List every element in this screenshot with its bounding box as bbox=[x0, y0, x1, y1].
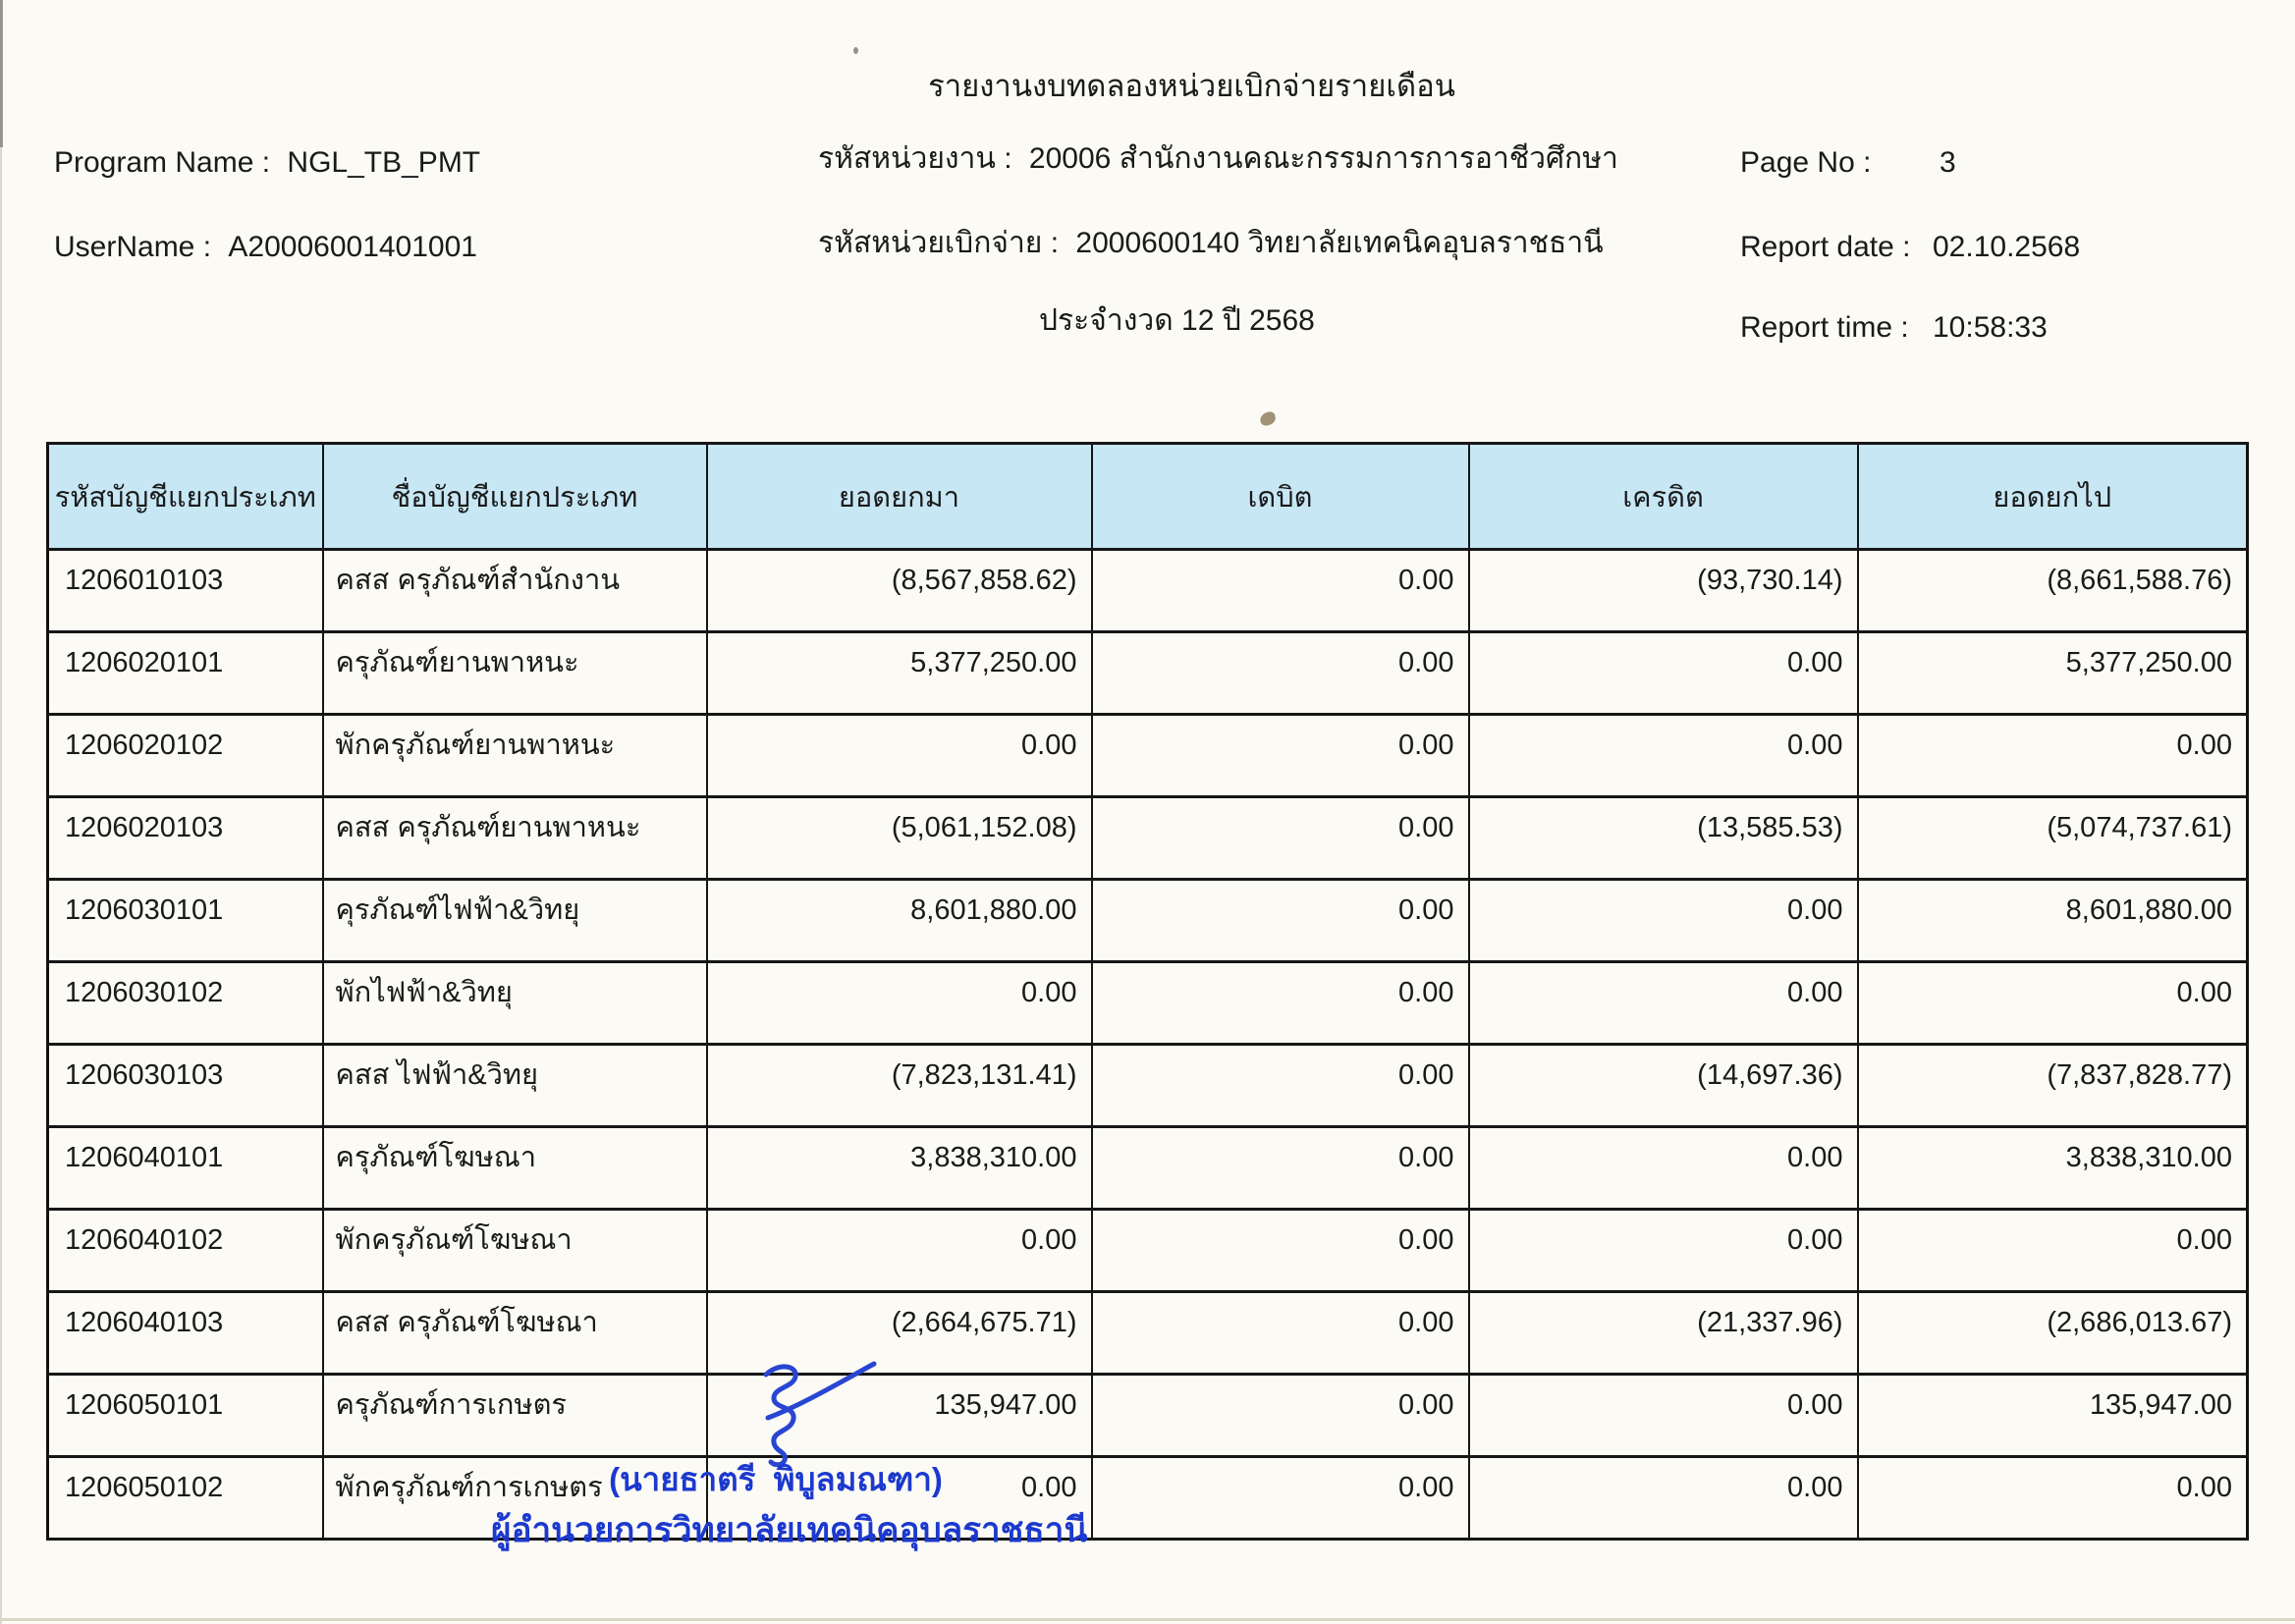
table-row bbox=[48, 1292, 2248, 1375]
amount-cell: 0.00 bbox=[707, 962, 1092, 1045]
account-code-cell: 1206030101 bbox=[48, 880, 323, 962]
account-name-cell: คุรภัณฑ์ไฟฟ้า&วิทยุ bbox=[323, 880, 707, 962]
username-label: UserName : bbox=[54, 231, 212, 263]
amount-cell: (2,686,013.67) bbox=[1858, 1292, 2248, 1375]
amount-cell: 0.00 bbox=[1469, 1375, 1858, 1457]
program-name-label: Program Name : bbox=[54, 146, 271, 179]
table-row bbox=[48, 1045, 2248, 1127]
account-name-cell: คสส ไฟฟ้า&วิทยุ bbox=[323, 1045, 707, 1127]
account-name-cell: ครุภัณฑ์โฆษณา bbox=[323, 1127, 707, 1210]
page-title: รายงานงบทดลองหน่วยเบิกจ่ายรายเดือน bbox=[928, 69, 1455, 103]
column-header: เดบิต bbox=[1092, 444, 1469, 550]
column-header: ยอดยกมา bbox=[707, 444, 1092, 550]
amount-cell: 0.00 bbox=[1858, 715, 2248, 797]
account-name-cell: ครุภัณฑ์การเกษตร bbox=[323, 1375, 707, 1457]
amount-cell: 0.00 bbox=[707, 1457, 1092, 1540]
report-time-label: Report time : bbox=[1740, 311, 1909, 344]
program-name-line bbox=[54, 146, 480, 180]
amount-cell: 0.00 bbox=[1858, 1210, 2248, 1292]
account-code-cell: 1206040101 bbox=[48, 1127, 323, 1210]
amount-cell: 0.00 bbox=[1092, 797, 1469, 880]
amount-cell: 0.00 bbox=[1092, 550, 1469, 632]
amount-cell: (7,837,828.77) bbox=[1858, 1045, 2248, 1127]
table-header-row bbox=[48, 444, 2248, 550]
table-row bbox=[48, 632, 2248, 715]
amount-cell: 0.00 bbox=[707, 715, 1092, 797]
account-code-cell: 1206010103 bbox=[48, 550, 323, 632]
report-time-value: 10:58:33 bbox=[1933, 311, 2048, 344]
account-name-cell: พักไฟฟ้า&วิทยุ bbox=[323, 962, 707, 1045]
department-code-line bbox=[818, 135, 1618, 182]
amount-cell: 0.00 bbox=[1469, 1127, 1858, 1210]
amount-cell: 0.00 bbox=[1092, 1292, 1469, 1375]
account-code-cell: 1206030103 bbox=[48, 1045, 323, 1127]
amount-cell: (21,337.96) bbox=[1469, 1292, 1858, 1375]
account-name-cell: พักครุภัณฑ์ยานพาหนะ bbox=[323, 715, 707, 797]
amount-cell: 0.00 bbox=[1858, 1457, 2248, 1540]
amount-cell: 0.00 bbox=[1469, 632, 1858, 715]
amount-cell: 3,838,310.00 bbox=[707, 1127, 1092, 1210]
column-header: รหัสบัญชีแยกประเภท bbox=[48, 444, 323, 550]
table-row bbox=[48, 880, 2248, 962]
account-name-cell: ครุภัณฑ์ยานพาหนะ bbox=[323, 632, 707, 715]
department-code-label: รหัสหน่วยงาน : bbox=[818, 142, 1012, 175]
account-name-cell: คสส ครุภัณฑ์ยานพาหนะ bbox=[323, 797, 707, 880]
report-date-value: 02.10.2568 bbox=[1933, 231, 2081, 263]
director-stamp bbox=[491, 1459, 1088, 1552]
amount-cell: 0.00 bbox=[1092, 715, 1469, 797]
page-no-label: Page No : bbox=[1740, 146, 1872, 179]
account-name-cell: คสส ครุภัณฑ์สำนักงาน bbox=[323, 550, 707, 632]
amount-cell: (5,061,152.08) bbox=[707, 797, 1092, 880]
table-body bbox=[48, 550, 2248, 1540]
amount-cell: 0.00 bbox=[1469, 880, 1858, 962]
amount-cell: 5,377,250.00 bbox=[1858, 632, 2248, 715]
amount-cell: 5,377,250.00 bbox=[707, 632, 1092, 715]
table-row bbox=[48, 1210, 2248, 1292]
account-code-cell: 1206020101 bbox=[48, 632, 323, 715]
scan-speck bbox=[1258, 410, 1277, 427]
report-date-label: Report date : bbox=[1740, 231, 1911, 263]
amount-cell: 0.00 bbox=[707, 1210, 1092, 1292]
table-header-row bbox=[48, 444, 2248, 550]
scan-edge bbox=[0, 0, 2, 1624]
stamp-name: (นายธาตรี พิบูลมณฑา) bbox=[609, 1461, 943, 1497]
amount-cell: (8,661,588.76) bbox=[1858, 550, 2248, 632]
table-row bbox=[48, 1457, 2248, 1540]
amount-cell: 0.00 bbox=[1092, 962, 1469, 1045]
table-row bbox=[48, 1375, 2248, 1457]
account-name-cell: พักครุภัณฑ์การเกษตร bbox=[323, 1457, 707, 1540]
amount-cell: 3,838,310.00 bbox=[1858, 1127, 2248, 1210]
amount-cell: 135,947.00 bbox=[1858, 1375, 2248, 1457]
amount-cell: 0.00 bbox=[1469, 1457, 1858, 1540]
scan-edge bbox=[0, 1618, 2295, 1621]
amount-cell: 0.00 bbox=[1092, 1127, 1469, 1210]
account-code-cell: 1206020102 bbox=[48, 715, 323, 797]
amount-cell: 0.00 bbox=[1092, 1210, 1469, 1292]
amount-cell: 135,947.00 bbox=[707, 1375, 1092, 1457]
table-row bbox=[48, 962, 2248, 1045]
stamp-title: ผู้อำนวยการวิทยาลัยเทคนิคอุบลราชธานี bbox=[491, 1510, 1088, 1549]
account-code-cell: 1206050102 bbox=[48, 1457, 323, 1540]
column-header: เครดิต bbox=[1469, 444, 1858, 550]
amount-cell: 0.00 bbox=[1092, 880, 1469, 962]
table-row bbox=[48, 715, 2248, 797]
account-code-cell: 1206040102 bbox=[48, 1210, 323, 1292]
amount-cell: 0.00 bbox=[1092, 632, 1469, 715]
account-code-cell: 1206020103 bbox=[48, 797, 323, 880]
amount-cell: 0.00 bbox=[1092, 1045, 1469, 1127]
account-name-cell: คสส ครุภัณฑ์โฆษณา bbox=[323, 1292, 707, 1375]
account-name-cell: พักครุภัณฑ์โฆษณา bbox=[323, 1210, 707, 1292]
signature-scribble-icon bbox=[738, 1355, 886, 1471]
period-line: ประจำงวด 12 ปี 2568 bbox=[1039, 304, 1315, 337]
table-row bbox=[48, 797, 2248, 880]
column-header: ชื่อบัญชีแยกประเภท bbox=[323, 444, 707, 550]
disbursement-unit-label: รหัสหน่วยเบิกจ่าย : bbox=[818, 227, 1060, 259]
amount-cell: 0.00 bbox=[1092, 1457, 1469, 1540]
amount-cell: 0.00 bbox=[1469, 962, 1858, 1045]
amount-cell: 8,601,880.00 bbox=[1858, 880, 2248, 962]
amount-cell: (2,664,675.71) bbox=[707, 1292, 1092, 1375]
amount-cell: (14,697.36) bbox=[1469, 1045, 1858, 1127]
amount-cell: 0.00 bbox=[1858, 962, 2248, 1045]
amount-cell: 0.00 bbox=[1092, 1375, 1469, 1457]
column-header: ยอดยกไป bbox=[1858, 444, 2248, 550]
amount-cell: (8,567,858.62) bbox=[707, 550, 1092, 632]
account-code-cell: 1206040103 bbox=[48, 1292, 323, 1375]
amount-cell: 0.00 bbox=[1469, 715, 1858, 797]
amount-cell: (93,730.14) bbox=[1469, 550, 1858, 632]
amount-cell: (5,074,737.61) bbox=[1858, 797, 2248, 880]
page-no-value: 3 bbox=[1940, 146, 1956, 179]
disbursement-unit-value: 2000600140 วิทยาลัยเทคนิคอุบลราชธานี bbox=[1075, 227, 1604, 259]
trial-balance-table bbox=[46, 442, 2249, 1541]
scan-speck bbox=[853, 47, 858, 54]
table-row bbox=[48, 1127, 2248, 1210]
amount-cell: (13,585.53) bbox=[1469, 797, 1858, 880]
account-code-cell: 1206050101 bbox=[48, 1375, 323, 1457]
department-code-value: 20006 สำนักงานคณะกรรมการการอาชีวศึกษา bbox=[1028, 142, 1618, 175]
amount-cell: (7,823,131.41) bbox=[707, 1045, 1092, 1127]
account-code-cell: 1206030102 bbox=[48, 962, 323, 1045]
program-name-value: NGL_TB_PMT bbox=[287, 146, 481, 179]
amount-cell: 0.00 bbox=[1469, 1210, 1858, 1292]
username-line bbox=[54, 231, 477, 264]
disbursement-unit-line bbox=[818, 220, 1604, 266]
amount-cell: 8,601,880.00 bbox=[707, 880, 1092, 962]
table-row bbox=[48, 550, 2248, 632]
username-value: A20006001401001 bbox=[228, 231, 477, 263]
